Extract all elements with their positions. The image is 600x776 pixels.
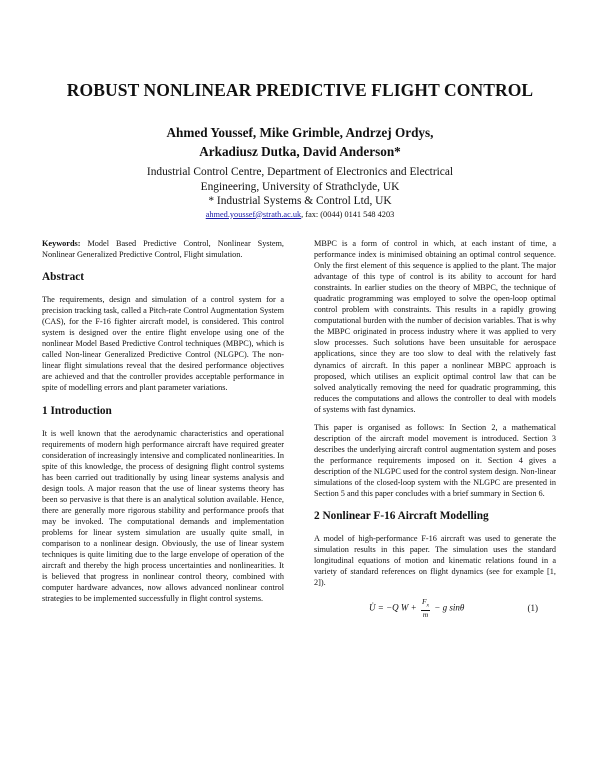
author-line-2: Arkadiusz Dutka, David Anderson* bbox=[199, 144, 401, 159]
fraction-subscript: x bbox=[426, 602, 430, 609]
fax-number: , fax: (0044) 0141 548 4203 bbox=[301, 209, 395, 219]
paper-title: ROBUST NONLINEAR PREDICTIVE FLIGHT CONTROL bbox=[66, 80, 534, 100]
equation-rhs: − g sinθ bbox=[434, 602, 465, 613]
equation-expression bbox=[314, 598, 464, 619]
abstract-text: The requirements, design and simulation of a control system for a precision tracking task, called a Pitch-rate Control Augmentation System (CAS), for the F-16 fighter aircraft model, is considered. This control system is designed over the entire flight envelope using one of the nonlinear Model Based Predictive Control techniques (MBPC), which is called Non-linear Generalized Predictive Control (NLGPC). The non-linear flight simulations reveal that the desired performance objectives are achieved and that the controller provides acceptable performance in spite of modelling errors and plant parameter variations. bbox=[42, 295, 284, 393]
email-link[interactable]: ahmed.youssef@strath.ac.uk bbox=[205, 209, 302, 219]
equation-number: (1) bbox=[527, 603, 538, 614]
author-line-1: Ahmed Youssef, Mike Grimble, Andrzej Ordys, bbox=[166, 125, 434, 140]
keywords-label: Keywords: bbox=[42, 239, 81, 248]
fraction-numerator: $F_x$ bbox=[421, 597, 430, 609]
section2-paragraph: A model of high-performance F-16 aircraft was used to generate the simulation results in this paper. The simulation uses the standard longitudinal equations of motion and kinematic relations found in a variety of standard references on flight dynamics (see for example [1, 2]). bbox=[314, 534, 556, 588]
equation-lhs: U̇ = −Q W + bbox=[369, 602, 417, 613]
affiliation bbox=[0, 165, 600, 221]
right-column bbox=[314, 238, 556, 619]
fraction-denominator: m bbox=[422, 609, 429, 619]
equation-1 bbox=[314, 598, 556, 619]
equation-fraction bbox=[421, 598, 430, 619]
keywords-paragraph bbox=[42, 238, 284, 260]
introduction-text: It is well known that the aerodynamic characteristics and operational requirements of modern high performance aircraft have required greater consideration of increasingly intensive and complicated nonlinearities. In spite of this knowledge, the process of designing flight control systems has been carried out traditionally by using linear systems analysis and design tools. A major reason that the use of linear systems theory has been so pervasive is that there is an analytical solution available. Hence, there are generally more rigorous stability and performance proofs that may be invoked. The computational demands and implementation problems for linear system simulation are usually quite small, in comparison to a nonlinear design. Obviously, the use of linear system techniques is quite limiting due to the large envelope of operation of the aircraft and thereby the high process uncertainties and nonlinearities. It is believed that progress in nonlinear control theory, combined with computer hardware advances, now allows advanced nonlinear control strategies to be implemented successfully in flight control systems. bbox=[42, 428, 284, 604]
affiliation-line-3: * Industrial Systems & Control Ltd, UK bbox=[208, 195, 392, 207]
introduction-heading: 1 Introduction bbox=[42, 404, 112, 417]
mbpc-paragraph: MBPC is a form of control in which, at each instant of time, a performance index is minimised obtaining an optimal control sequence. Only the first element of this sequence is applied to the plant. The major advantage of this type of control is its ability to account for hard constraints. In earlier studies on the theory of MBPC, the technique of quadratic programming was employed to solve the open-loop optimal control problem with constraints. This results in a rapidly growing computational burden with the number of decision variables. That is why the MBPC originated in process industry where it was applied to very slow processes. Such solutions have been unsuitable for aerospace applications, since they are too slow to deal with the relatively fast dynamics of aircraft. In this paper a nonlinear MBPC approach is proposed, which utilises an explicit optimal control law that can be solved analytically removing the need for quadratic programming, this reduces the computations and allows the controller to deal with models of systems with fast dynamics. bbox=[314, 239, 556, 414]
section2-heading: 2 Nonlinear F-16 Aircraft Modelling bbox=[314, 510, 489, 523]
affiliation-line-1: Industrial Control Centre, Department of Electronics and Electrical bbox=[146, 166, 454, 178]
organisation-paragraph: This paper is organised as follows: In Section 2, a mathematical description of the aircraft model movement is introduced. Section 3 describes the underlying aircraft control augmentation system and poses the performance requirements imposed on it. Section 4 gives a description of the NLGPC used for the control system design. Non-linear simulations of the closed-loop system with the NLGPC are presented in Section 5 and this paper concludes with a brief summary in Section 6. bbox=[314, 422, 556, 499]
contact-line bbox=[0, 209, 600, 221]
left-column bbox=[42, 238, 284, 611]
affiliation-line-2: Engineering, University of Strathclyde, UK bbox=[200, 180, 400, 193]
abstract-heading: Abstract bbox=[42, 271, 85, 284]
author-list bbox=[0, 123, 600, 161]
keywords-text: Model Based Predictive Control, Nonlinear System, Nonlinear Generalized Predictive Control, Flight simulation. bbox=[42, 239, 284, 260]
